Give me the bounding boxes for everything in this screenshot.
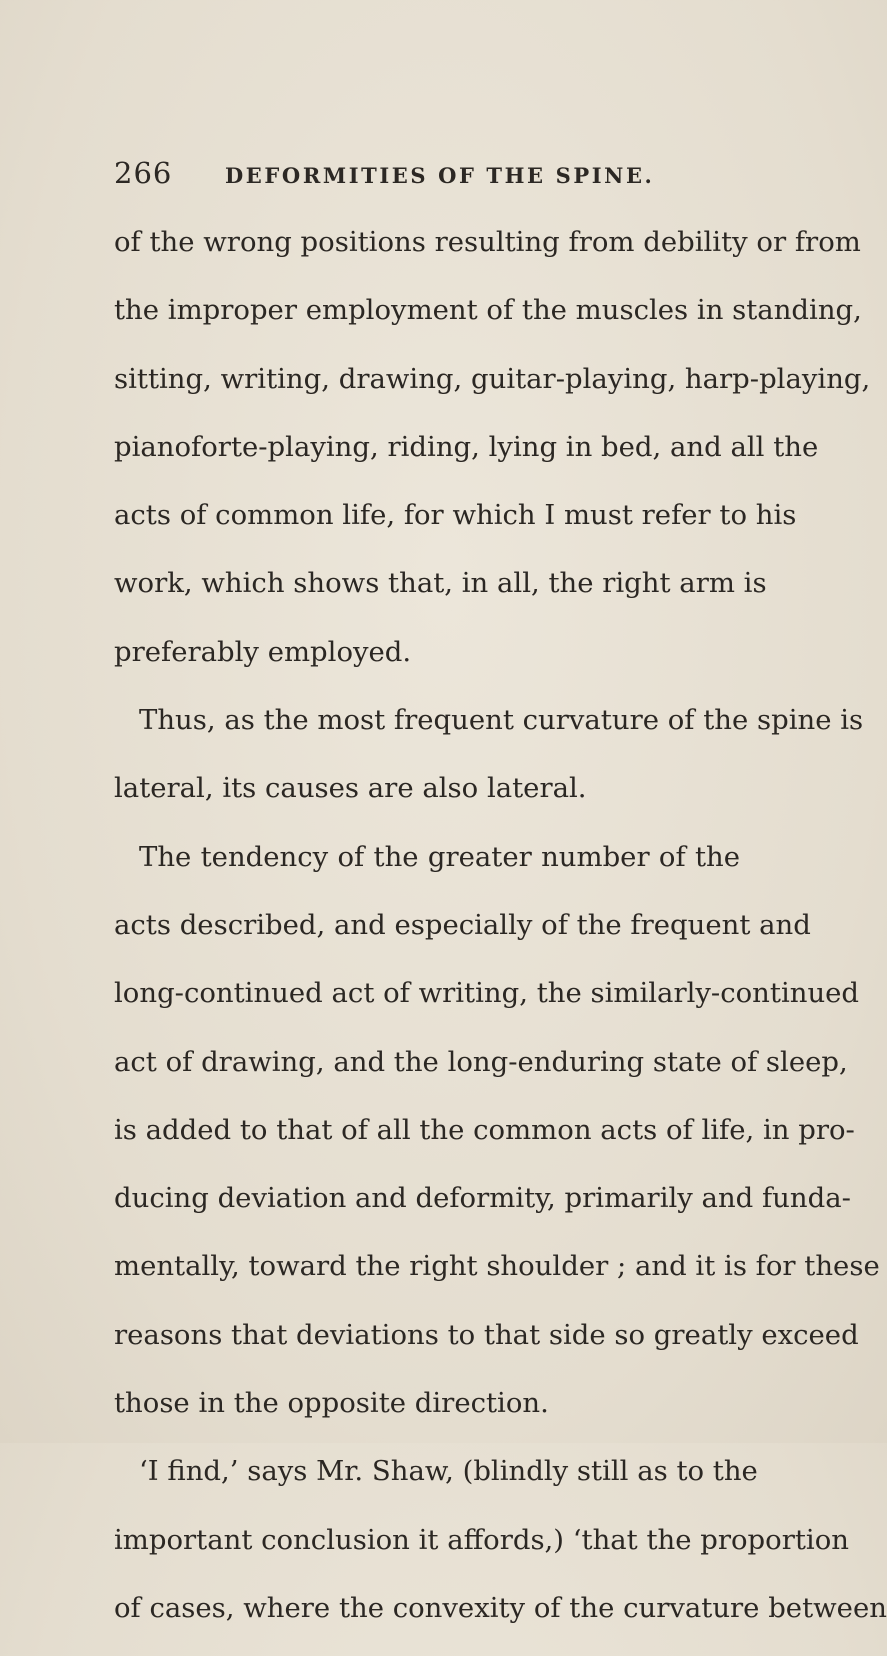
text-line: reasons that deviations to that side so greatly exceed xyxy=(114,1318,859,1351)
text-line: act of drawing, and the long-enduring state of sleep, xyxy=(114,1045,848,1078)
body-text xyxy=(114,222,887,1656)
text-line: sitting, writing, drawing, guitar-playing, harp-playing, xyxy=(114,362,871,395)
text-line: acts of common life, for which I must refer to his xyxy=(114,499,797,532)
text-line: the improper employment of the muscles in standing, xyxy=(114,294,862,327)
text-line: The tendency of the greater number of the xyxy=(139,840,740,873)
text-line: acts described, and especially of the frequent and xyxy=(114,908,811,941)
text-line: preferably employed. xyxy=(114,635,412,668)
page-number: 266 xyxy=(114,156,173,190)
page-header xyxy=(114,156,754,196)
text-line: is added to that of all the common acts of life, in pro- xyxy=(114,1113,855,1146)
running-head: DEFORMITIES OF THE SPINE. xyxy=(225,163,655,188)
text-line: Thus, as the most frequent curvature of the spine is xyxy=(139,704,864,737)
text-line: those in the opposite direction. xyxy=(114,1387,549,1420)
text-line: lateral, its causes are also lateral. xyxy=(114,772,587,805)
text-line: important conclusion it affords,) ‘that the proportion xyxy=(114,1523,849,1556)
text-line: ‘I find,’ says Mr. Shaw, (blindly still as to the xyxy=(139,1455,758,1488)
text-line: ducing deviation and deformity, primarily and funda- xyxy=(114,1182,851,1215)
text-line: long-continued act of writing, the similarly-continued xyxy=(114,977,860,1010)
text-line: work, which shows that, in all, the right arm is xyxy=(114,567,767,600)
text-line: of the wrong positions resulting from debility or from xyxy=(114,226,861,258)
text-line: pianoforte-playing, riding, lying in bed, and all the xyxy=(114,430,819,463)
text-line: of cases, where the convexity of the curvature between xyxy=(114,1591,887,1624)
text-line: mentally, toward the right shoulder ; and it is for these xyxy=(114,1250,880,1283)
